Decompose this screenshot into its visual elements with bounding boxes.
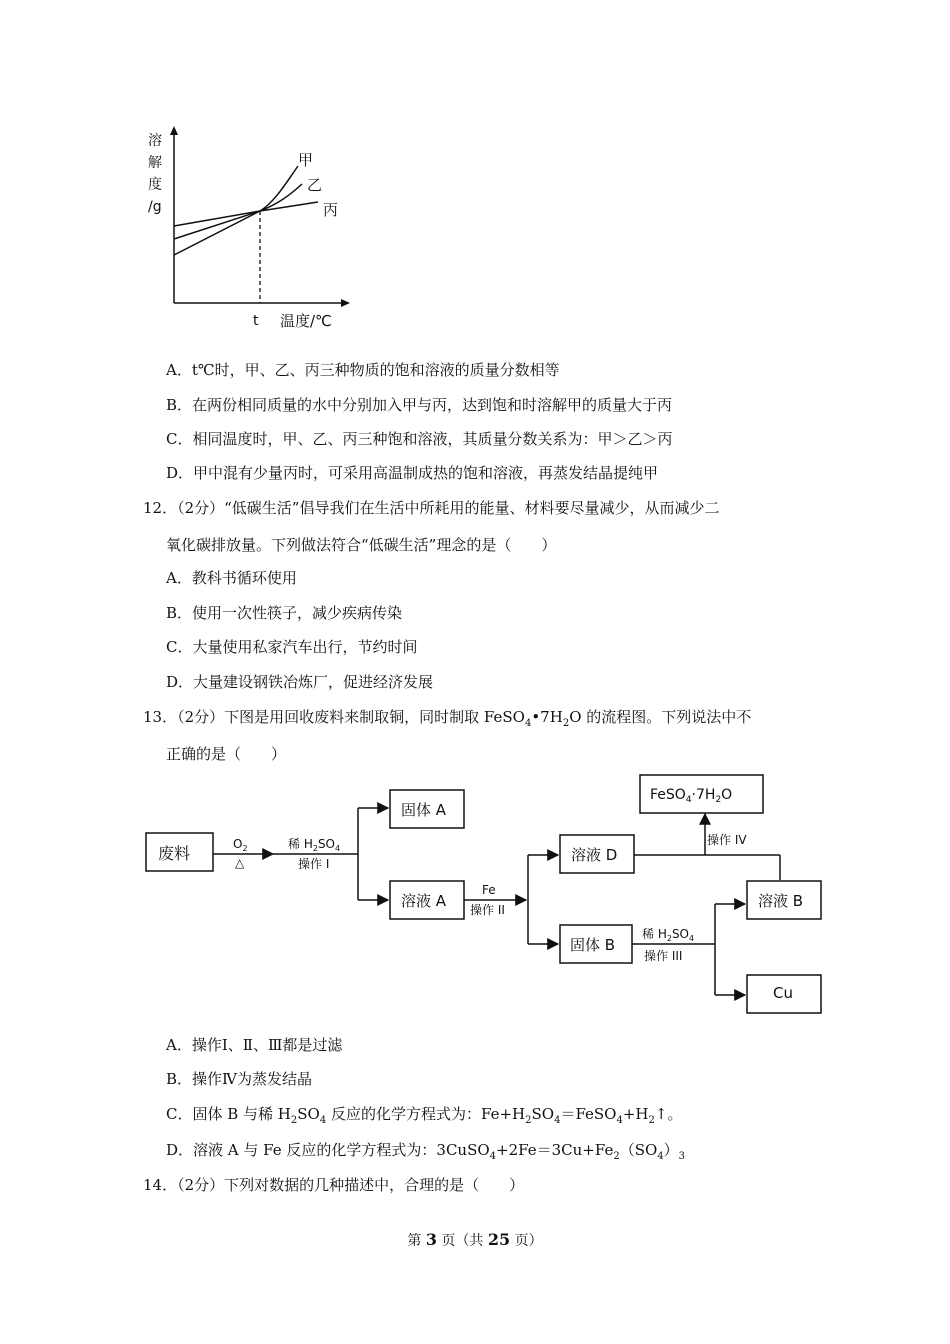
x-axis-arrow	[341, 299, 350, 307]
q11-option-c: C．相同温度时，甲、乙、丙三种饱和溶液，其质量分数关系为：甲＞乙＞丙	[166, 430, 673, 448]
solubility-graph	[140, 120, 360, 335]
label-yi: 乙	[307, 176, 323, 194]
waste-label: 废料	[158, 844, 191, 863]
q11-option-b: B．在两份相同质量的水中分别加入甲与丙，达到饱和时溶解甲的质量大于丙	[166, 396, 673, 414]
q13-option-c: C．固体 B 与稀 $H_2SO_4$ 反应的化学方程式为：$Fe+H_2SO_4=FeSO_4+H_2↑$。	[166, 1105, 683, 1126]
y-axis-arrow	[170, 126, 178, 135]
op3-label: 操作 III	[644, 949, 683, 963]
q13-option-d: D．溶液 A 与 Fe 反应的化学方程式为：$3CuSO_4+2Fe=3Cu+Fe_2(SO_4)_3$	[166, 1141, 686, 1162]
label-bing: 丙	[323, 201, 339, 219]
solid-a-label: 固体 A	[401, 801, 447, 819]
flow-chart	[140, 770, 830, 1020]
curve-jia	[174, 166, 298, 255]
y-label-1: 溶	[148, 133, 162, 149]
q14-stem-line1: 14．（2分）下列对数据的几种描述中，合理的是（ ）	[143, 1176, 525, 1194]
label-jia: 甲	[298, 151, 314, 169]
op1-label: 操作 I	[298, 857, 330, 871]
x-axis-label: 温度/℃	[280, 312, 332, 330]
product-label: $FeSO_4\cdot 7H_2O$	[650, 787, 733, 805]
y-label-4: /g	[148, 199, 162, 215]
q12-option-a: A．教科书循环使用	[166, 569, 297, 587]
q12-stem-line1: 12．（2分）“低碳生活”倡导我们在生活中所耗用的能量、材料要尽量减少，从而减少二	[143, 499, 720, 517]
heat-label: △	[235, 856, 245, 870]
q12-option-d: D．大量建设钢铁冶炼厂，促进经济发展	[166, 673, 434, 691]
q11-option-d: D．甲中混有少量丙时，可采用高温制成热的饱和溶液，再蒸发结晶提纯甲	[166, 464, 659, 482]
q13-option-b: B．操作Ⅳ为蒸发结晶	[166, 1070, 313, 1088]
q13-stem-line2: 正确的是（ ）	[166, 745, 287, 763]
solution-a-label: 溶液 A	[401, 892, 447, 910]
cu-label: Cu	[773, 984, 793, 1002]
page-total: 25	[487, 1230, 511, 1249]
q13-stem-line1: 13．（2分）下图是用回收废料来制取铜，同时制取 $FeSO_4•7H_2O$ 的流程图。下列说法中不	[143, 708, 752, 729]
op2-label: 操作 II	[470, 903, 505, 917]
curve-yi	[174, 184, 302, 239]
solution-d-label: 溶液 D	[571, 846, 618, 864]
o2-label: $O_2$	[233, 837, 248, 853]
solid-b-label: 固体 B	[570, 936, 616, 954]
q12-stem-line2: 氧化碳排放量。下列做法符合“低碳生活”理念的是（ ）	[166, 536, 557, 554]
curve-bing	[174, 202, 318, 226]
q11-option-a: A．t℃时，甲、乙、丙三种物质的饱和溶液的质量分数相等	[166, 361, 560, 379]
page-number: 3	[425, 1230, 437, 1249]
x-tick-t: t	[253, 313, 259, 329]
y-label-2: 解	[148, 155, 162, 171]
solution-b-label: 溶液 B	[758, 892, 804, 910]
y-label-3: 度	[148, 177, 162, 193]
q12-option-b: B．使用一次性筷子，减少疾病传染	[166, 604, 403, 622]
op4-label: 操作 IV	[707, 833, 747, 847]
page-footer: 第 3 页（共 25 页）	[407, 1230, 543, 1249]
q12-option-c: C．大量使用私家汽车出行，节约时间	[166, 638, 418, 656]
acid3-label: 稀 $H_2SO_4$	[642, 927, 695, 943]
q13-option-a: A．操作Ⅰ、Ⅱ、Ⅲ都是过滤	[166, 1036, 343, 1054]
fe-label: Fe	[482, 883, 496, 897]
acid1-label: 稀 $H_2SO_4$	[288, 837, 341, 853]
